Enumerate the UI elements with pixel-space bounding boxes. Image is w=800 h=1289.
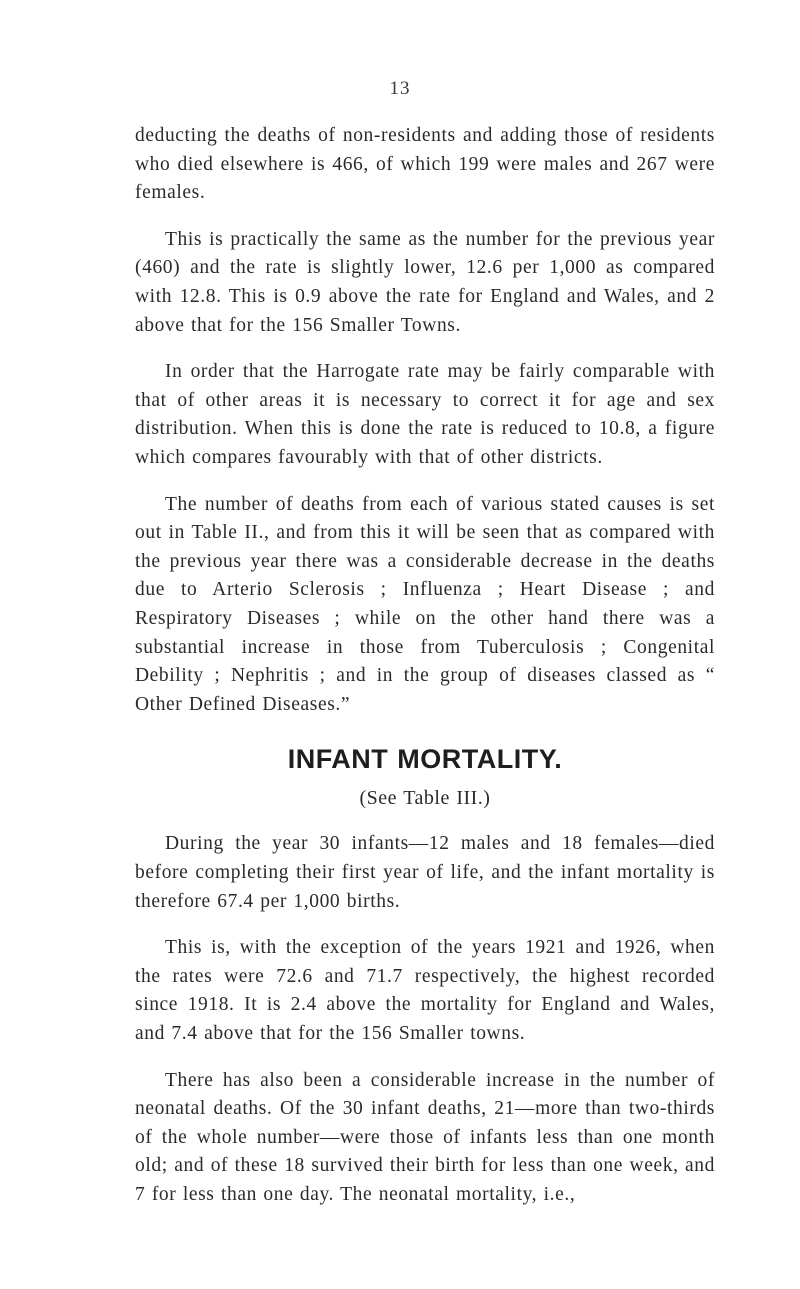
- body-text: [135, 122, 715, 1228]
- paragraph-infant-deaths: During the year 30 infants—12 males and 18 females—died before completing their first year of life, and the infant mortality is therefore 67.4 per 1,000 births.: [135, 833, 715, 912]
- paragraph-rate-comparison: This is practically the same as the number for the previous year (460) and the rate is slightly lower, 12.6 per 1,000 as compared with 12.8. This is 0.9 above the rate for England and Wales, and 2 above that for the 156 Smaller Towns.: [135, 228, 715, 336]
- paragraph-deaths-residents: deducting the deaths of non-residents and adding those of residents who died elsewhere is 466, of which 199 were males and 267 were females.: [135, 125, 715, 204]
- paragraph-age-sex-correction: In order that the Harrogate rate may be fairly comparable with that of other areas it is necessary to correct it for age and sex distribution. When this is done the rate is reduced to 10.8, a figure which compares favourably with that of other districts.: [135, 361, 715, 468]
- paragraph-highest-rate: This is, with the exception of the years 1921 and 1926, when the rates were 72.6 and 71.7 respectively, the highest recorded since 1918. It is 2.4 above the mortality for England and Wales, and 7.4 above that for the 156 Smaller towns.: [135, 937, 715, 1045]
- page-number: 13: [389, 78, 411, 99]
- section-subheading-table-reference: (See Table III.): [359, 786, 491, 809]
- paragraph-causes-of-death: The number of deaths from each of various stated causes is set out in Table II., and from this it will be seen that as compared with the previous year there was a considerable decrease in the deaths due to Arterio Sclerosis ; Influenza ; Heart Disease ; and Respiratory Diseases ; while on the other hand there was a substantial increase in those from Tuberculosis ; Congenital Debility ; Nephritis ; and in the group of diseases classed as “ Other Defined Diseases.”: [135, 493, 715, 715]
- section-heading-infant-mortality: INFANT MORTALITY.: [287, 744, 563, 775]
- paragraph-neonatal-deaths: There has also been a considerable increase in the number of neonatal deaths. Of the 30 infant deaths, 21—more than two-thirds of the whole number—were those of infants less than one month old; and of these 18 survived their birth for less than one week, and 7 for less than one day. The neonatal mortality, i.e.,: [135, 1069, 715, 1205]
